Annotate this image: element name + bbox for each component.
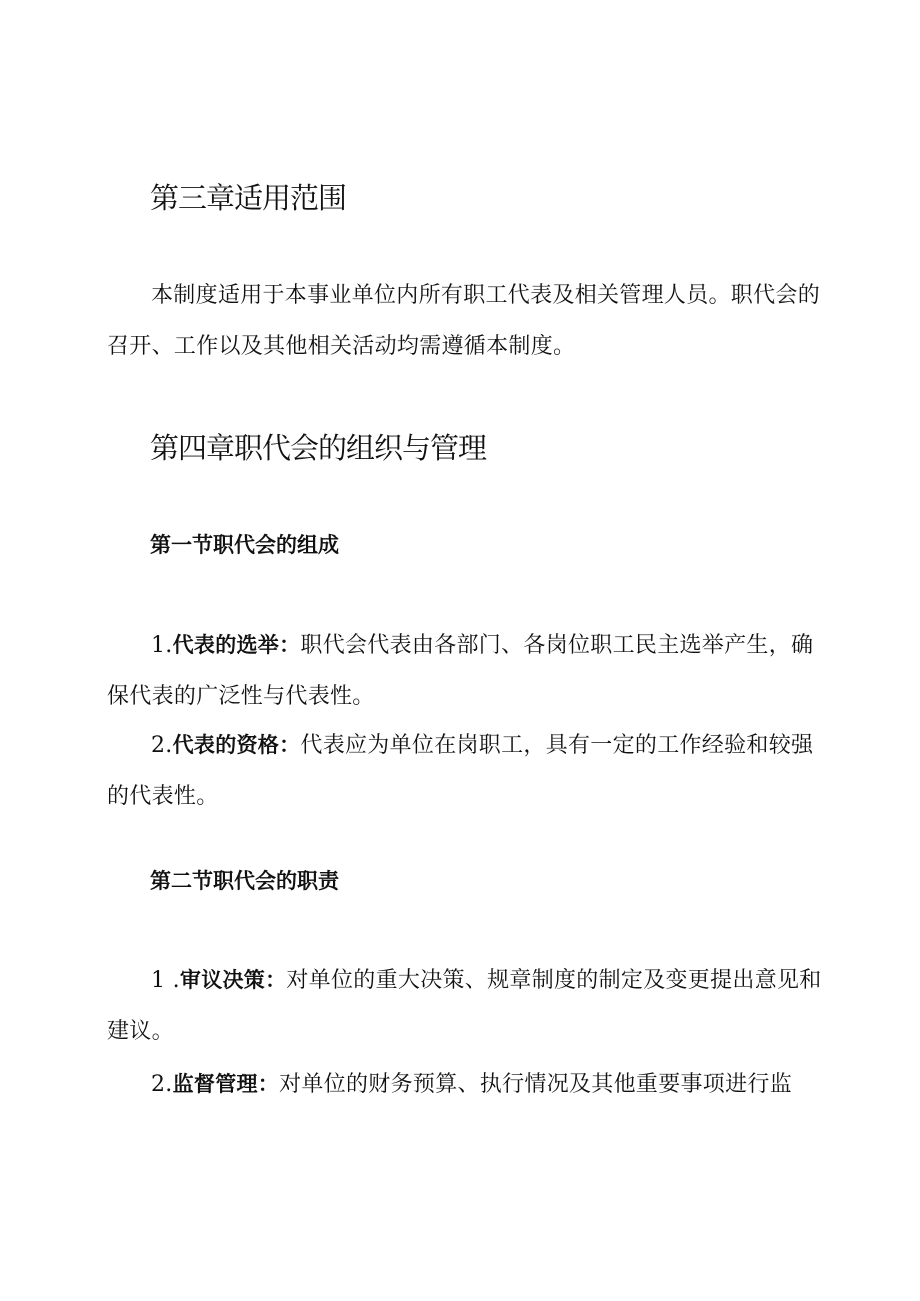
section-2-heading: 第二节职代会的职责 bbox=[150, 869, 339, 893]
list-item bbox=[107, 620, 823, 722]
item-term: 代表的资格： bbox=[172, 733, 301, 757]
item-number: 2. bbox=[151, 733, 173, 758]
chapter-3-heading: 第三章适用范围 bbox=[150, 181, 347, 215]
item-text: 职代会代表由各部门、各岗位职工民主选举产生，确保代表的广泛性与代表性。 bbox=[107, 633, 814, 709]
chapter-4-heading: 第四章职代会的组织与管理 bbox=[150, 431, 487, 465]
item-text: 对单位的重大决策、规章制度的制定及变更提出意见和建议。 bbox=[107, 968, 822, 1044]
section-1-heading: 第一节职代会的组成 bbox=[150, 533, 339, 557]
item-term: 代表的选举： bbox=[172, 633, 301, 657]
item-number: 2. bbox=[151, 1072, 173, 1097]
item-number: 1 . bbox=[151, 968, 180, 993]
list-item bbox=[107, 955, 823, 1057]
list-item bbox=[107, 720, 823, 822]
list-item bbox=[107, 1059, 823, 1110]
item-number: 1. bbox=[151, 633, 173, 658]
item-term: 审议决策： bbox=[179, 968, 287, 992]
item-term: 监督管理： bbox=[172, 1072, 280, 1096]
item-text: 对单位的财务预算、执行情况及其他重要事项进行监 bbox=[279, 1072, 792, 1097]
item-text: 代表应为单位在岗职工，具有一定的工作经验和较强的代表性。 bbox=[107, 733, 814, 809]
chapter-3-body-paragraph: 本制度适用于本事业单位内所有职工代表及相关管理人员。职代会的召开、工作以及其他相关活动均需遵循本制度。 bbox=[107, 283, 821, 359]
